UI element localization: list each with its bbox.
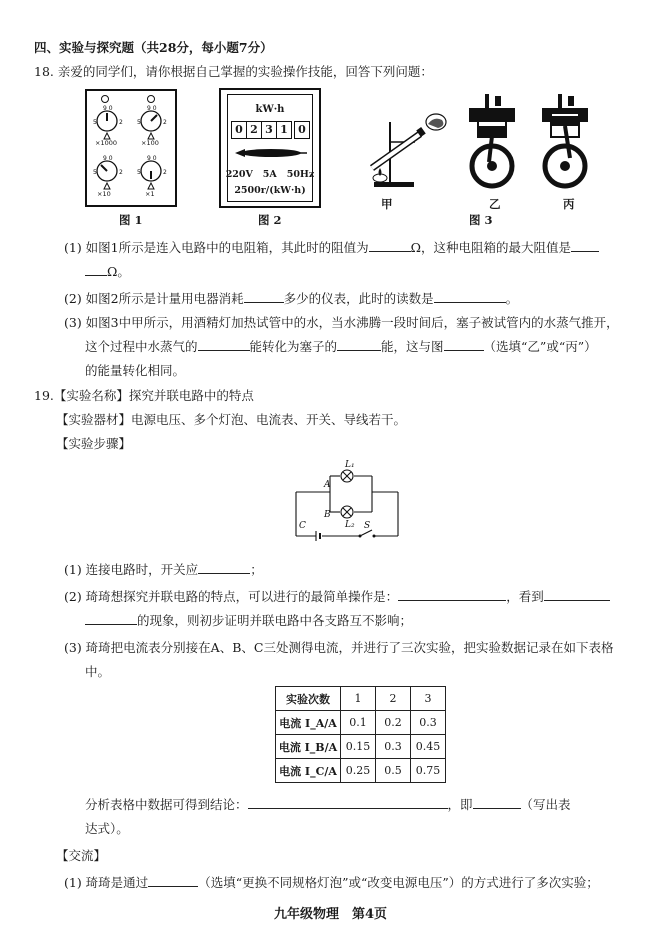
svg-text:2: 2 — [119, 169, 123, 176]
table-row — [276, 759, 446, 783]
label-S: S — [364, 521, 371, 531]
q19-step3: (3) 琦琦把电流表分别接在A、B、C三处测得电流，并进行了三次实验，把实验数据记录在如下表格 — [64, 640, 614, 655]
label-B: B — [324, 510, 331, 520]
q19-exchange: 【交流】 — [56, 848, 107, 863]
q18-part3-cont: 这个过程中水蒸气的 能转化为塞子的 能，这与图 （选填“乙”或“丙”） — [85, 339, 597, 354]
table-cell: 0.3 — [411, 711, 446, 735]
q18-part1: (1) 如图1所示是连入电路中的电阻箱，其此时的阻值为 Ω，这种电阻箱的最大阻值是 — [64, 238, 599, 256]
heating-test-tube-figure — [360, 112, 452, 190]
q18-part1-cont: Ω。 — [85, 262, 130, 280]
q19-step2: (2) 琦琦想探究并联电路的特点，可以进行的最简单操作是： ，看到 — [64, 587, 610, 605]
fig3-label-yi: 乙 — [489, 197, 501, 211]
resistance-box-figure — [85, 89, 177, 207]
table-cell: 电流 I_C/A — [276, 759, 341, 783]
table-header-row — [276, 687, 446, 711]
q19-step2-cont: 的现象，则初步证明并联电路中各支路互不影响； — [85, 611, 412, 629]
svg-text:5: 5 — [93, 169, 97, 176]
label-L1: L₁ — [345, 460, 355, 470]
fig1-label-10: ×10 — [97, 190, 111, 198]
meter-unit: kW·h — [255, 104, 285, 115]
meter-rate: 2500r/(kW·h) — [234, 185, 306, 196]
q19-exchange1: (1) 琦琦是通过 （选填“更换不同规格灯泡”或“改变电源电压”）的方式进行了多次实验； — [64, 875, 599, 890]
fig3-caption: 图 3 — [469, 213, 493, 227]
svg-text:5: 5 — [137, 169, 141, 176]
fig1-label-100: ×100 — [141, 139, 159, 147]
fig3-label-jia: 甲 — [381, 197, 393, 211]
meter-digits — [231, 121, 310, 139]
fig1-label-1: ×1 — [145, 190, 155, 198]
meter-digit: 3 — [262, 121, 277, 139]
q18-part3-end: 的能量转化相同。 — [85, 363, 186, 378]
svg-text:2: 2 — [163, 169, 167, 176]
q18-part3: (3) 如图3中甲所示，用酒精灯加热试管中的水，当水沸腾一段时间后，塞子被试管内的水蒸气推开， — [64, 315, 619, 330]
q18-part2: (2) 如图2所示是计量用电器消耗 多少的仪表，此时的读数是 。 — [64, 291, 519, 306]
table-header-cell: 实验次数 — [276, 687, 341, 711]
meter-digit: 2 — [247, 121, 262, 139]
meter-digit: 1 — [277, 121, 292, 139]
label-L2: L₂ — [345, 520, 355, 530]
q19-name: 19.【实验名称】探究并联电路中的特点 — [34, 388, 254, 403]
meter-digit: 0 — [231, 121, 247, 139]
q18-stem: 18. 亲爱的同学们，请你根据自己掌握的实验操作技能，回答下列问题： — [34, 64, 433, 79]
svg-text:9 0: 9 0 — [147, 105, 157, 112]
table-cell: 电流 I_B/A — [276, 735, 341, 759]
svg-text:5: 5 — [137, 119, 141, 126]
fig1-caption: 图 1 — [119, 213, 143, 227]
table-header-cell: 2 — [376, 687, 411, 711]
fig3-label-bing: 丙 — [563, 197, 575, 211]
q19-step1: (1) 连接电路时，开关应 ； — [64, 562, 263, 577]
table-cell: 0.5 — [376, 759, 411, 783]
table-cell: 0.15 — [341, 735, 376, 759]
engine-stroke-yi-figure — [463, 92, 521, 192]
page-footer: 九年级物理 第4页 — [273, 907, 388, 922]
current-data-table — [275, 686, 446, 783]
fig1-label-1000: ×1000 — [95, 139, 117, 147]
meter-digit: 0 — [294, 121, 310, 139]
svg-text:2: 2 — [119, 119, 123, 126]
energy-meter-figure — [219, 88, 321, 208]
meter-spec: 220V 5A 50Hz — [225, 169, 315, 180]
q19-steps: 【实验步骤】 — [56, 436, 132, 451]
section-title: 四、实验与探究题（共28分，每小题7分） — [34, 40, 273, 55]
svg-text:2: 2 — [163, 119, 167, 126]
svg-text:9 0: 9 0 — [147, 155, 157, 162]
svg-text:9 0: 9 0 — [103, 155, 113, 162]
parallel-circuit-diagram — [290, 456, 405, 548]
fig2-caption: 图 2 — [258, 213, 282, 227]
table-cell: 0.3 — [376, 735, 411, 759]
table-row — [276, 711, 446, 735]
meter-disc-icon — [231, 146, 309, 160]
table-cell: 0.75 — [411, 759, 446, 783]
q19-materials: 【实验器材】电源电压、多个灯泡、电流表、开关、导线若干。 — [56, 412, 407, 427]
table-cell: 0.2 — [376, 711, 411, 735]
engine-stroke-bing-figure — [536, 92, 594, 192]
table-header-cell: 1 — [341, 687, 376, 711]
svg-text:9 0: 9 0 — [103, 105, 113, 112]
table-header-cell: 3 — [411, 687, 446, 711]
label-C: C — [299, 521, 306, 531]
label-A: A — [324, 480, 331, 490]
q19-analysis-cont: 达式）。 — [85, 821, 129, 836]
table-cell: 0.45 — [411, 735, 446, 759]
table-cell: 0.25 — [341, 759, 376, 783]
table-cell: 电流 I_A/A — [276, 711, 341, 735]
q19-step3-cont: 中。 — [85, 664, 111, 679]
table-cell: 0.1 — [341, 711, 376, 735]
q19-analysis: 分析表格中数据可得到结论： ，即 （写出表 — [85, 797, 571, 812]
table-row — [276, 735, 446, 759]
svg-text:5: 5 — [93, 119, 97, 126]
